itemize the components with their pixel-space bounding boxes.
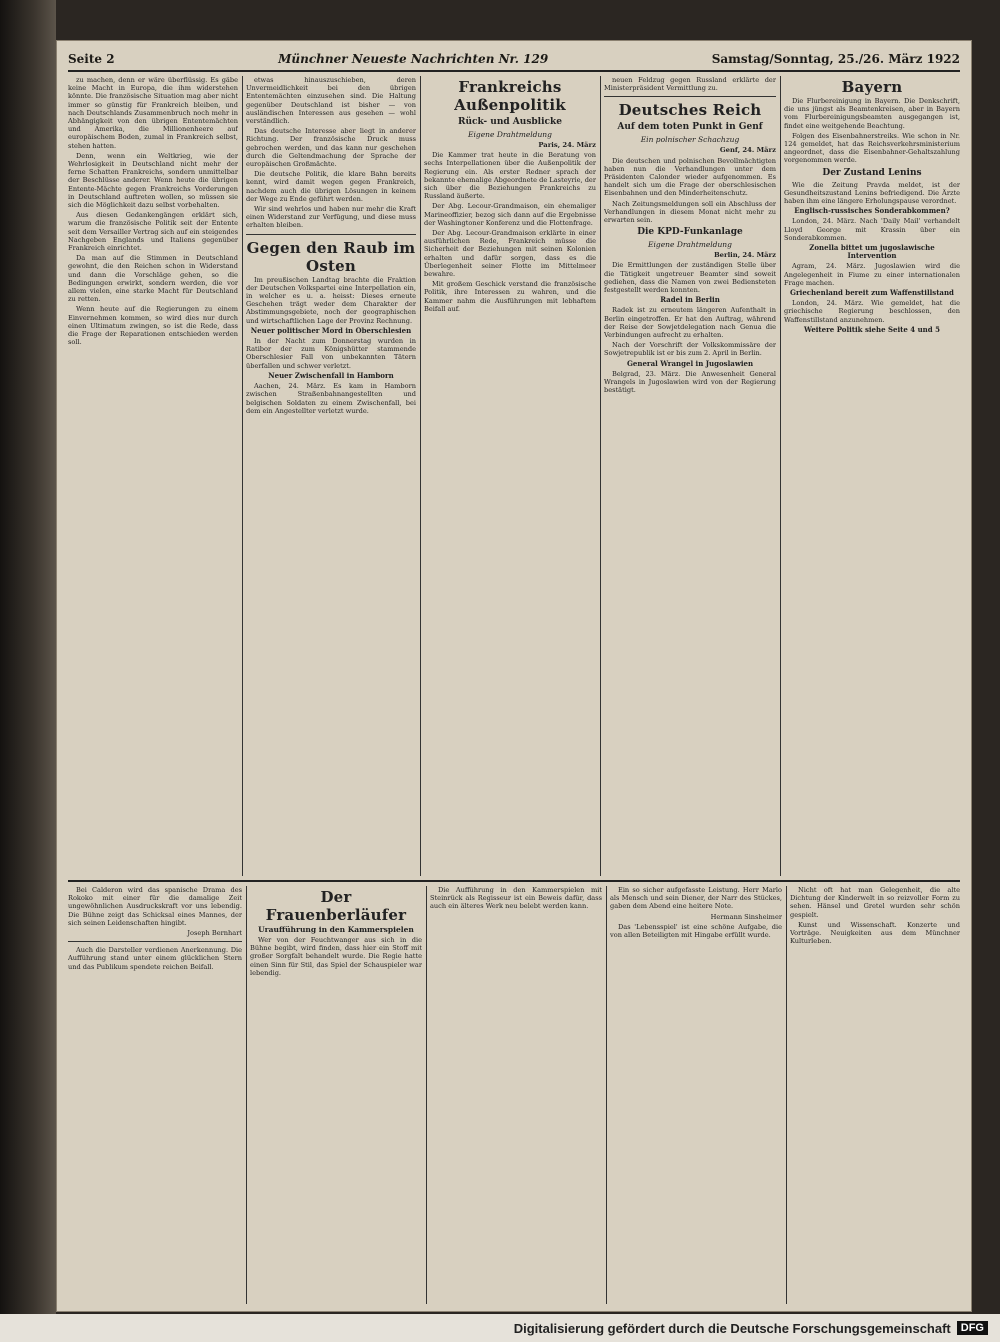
section-divider <box>246 234 416 235</box>
section-divider <box>68 941 242 942</box>
subheadline: Rück- und Ausblicke <box>458 117 562 127</box>
column-5-paragraph: London, 24. März. Wie gemeldet, hat die griechische Regierung beschlossen, den Waffenstillstand anzunehmen. <box>784 299 960 324</box>
column-2-paragraph: Aachen, 24. März. Es kam in Hamborn zwischen Straßenbahnangestellten und belgischen Soldaten zu einem Zwischenfall, bei dem ein Angestellter verletzt wurde. <box>246 382 416 415</box>
column-1-lead: zu machen, denn er wäre überflüssig. Es gäbe keine Macht in Europa, die ihm widerstehen könnte. Die französische Situation mag aber nicht immer so günstig für Frankreich bleiben, und nach Deutschlands Zusammenbruch noch mehr in Abhängigkeit von den übrigen Ententemächten und Amerika, die Millionenheere auf europäischem Boden, zumal in Frankreich selbst, stehen hatten. <box>68 76 238 150</box>
column-divider <box>420 76 421 876</box>
column-divider <box>246 886 247 1304</box>
headline-bayern: Bayern <box>841 78 903 96</box>
subhead-radek: Radel in Berlin <box>660 295 720 305</box>
column-divider <box>786 886 787 1304</box>
headline-frankreichs-aussenpolitik: Frankreichs Außenpolitik <box>454 78 566 114</box>
headline-raub-im-osten: Gegen den Raub im Osten <box>246 238 416 275</box>
section-divider <box>604 96 776 97</box>
column-2-paragraph: Das deutsche Interesse aber liegt in anderer Richtung. Der französische Druck muss gebrochen werden, und das kann nur geschehen durch die Geltendmachung der Sprache der europäischen Großmächte. <box>246 127 416 169</box>
digitization-footer <box>0 1314 1000 1342</box>
column-divider <box>426 886 427 1304</box>
subhead-oberschlesien: Neuer politischer Mord in Oberschlesien <box>250 325 412 335</box>
subhead-hamborn: Neuer Zwischenfall in Hamborn <box>268 370 394 380</box>
headline-kpd-funkanlage: Die KPD-Funkanlage <box>637 227 743 238</box>
column-5-paragraph: Folgen des Eisenbahnerstreiks. Wie schon in Nr. 124 gemeldet, hat das Reichsverkehrsministerium angeordnet, dass die Eisenbahner-Gehaltszahlung vorgenommen werde. <box>784 131 960 165</box>
feuilleton-column-4 <box>610 886 782 1304</box>
subhead-sonderabkommen: Englisch-russisches Sonderabkommen? <box>794 206 950 216</box>
feuilleton-column-3 <box>430 886 602 1304</box>
feuilleton-paragraph: Kunst und Wissenschaft. Konzerte und Vorträge. Neuigkeiten aus dem Münchner Kulturleben. <box>790 920 960 946</box>
wire-label: Eigene Drahtmeldung <box>648 240 732 250</box>
column-5-paragraph: Die Flurbereinigung in Bayern. Die Denkschrift, die uns jüngst als Beamtenkreisen, aber in Bayern vom Flurbereinigungsbeamten ausgegangen ist, findet eine weitgehende Beachtung. <box>784 97 960 130</box>
dateline: Berlin, 24. März <box>713 251 776 260</box>
column-4-paragraph: neuen Feldzug gegen Russland erklärte der Ministerpräsident Vermittlung zu. <box>604 76 776 93</box>
column-4-paragraph: Die Ermittlungen der zuständigen Stelle über die Tätigkeit ungetreuer Beamter sind soweit gediehen, dass die Namen von zwei Bediensteten festgestellt werden konnten. <box>604 261 776 295</box>
column-5-paragraph: London, 24. März. Nach 'Daily Mail' verhandelt Lloyd George mit Krassin über ein Sonderabkommen. <box>784 217 960 242</box>
subheadline: Uraufführung in den Kammerspielen <box>258 925 414 934</box>
column-4-paragraph: Nach Zeitungsmeldungen soll ein Abschluss der Verhandlungen in diesem Monat nicht mehr zu erwarten sein. <box>604 199 776 225</box>
feuilleton-paragraph: Nicht oft hat man Gelegenheit, die alte Dichtung der Kinderwelt in so reizvoller Form zu sehen. Hänsel und Gretel wurden sehr schön gespielt. <box>790 886 960 919</box>
column-2-paragraph: Die deutsche Politik, die klare Bahn bereits kennt, wird damit wegen gegen Frankreich, nachdem auch die übrigen Lösungen in keinem der Wege zu Ende geführt werden. <box>246 170 416 203</box>
feuilleton-paragraph: Auch die Darsteller verdienen Anerkennung. Die Aufführung stand unter einem glücklichen Stern und das Publikum spendete reichen Beifall. <box>68 946 242 971</box>
column-1-paragraph: Denn, wenn ein Weltkrieg, wie der Wehrlosigkeit in Deutschland nicht mehr der ferne Schatten Frankreichs, sondern unmittelbar der Beschlüsse anderer. Wenn heute die übrigen Entente-Mächte gegen Frankreichs Vorderungen in Deutschland auftreten wollen, so müssen sie sich die Möglichkeit dazu selbst vorbehalten. <box>68 151 238 210</box>
subhead-zonella: Zonella bittet um jugoslawische Intervention <box>809 243 935 261</box>
see-also-note: Weitere Politik siehe Seite 4 und 5 <box>804 324 940 334</box>
kicker: Ein polnischer Schachzug <box>640 135 740 145</box>
feuilleton-paragraph: Bei Calderon wird das spanische Drama des Rokoko mit einer für die damalige Zeit ungewöhnlichen Ausdruckskraft vor uns lebendig. Die Bühne zeigt das Schicksal eines Mannes, der sich seinen Leidenschaften hingibt. <box>68 886 242 927</box>
newspaper-page <box>56 40 972 1312</box>
column-2 <box>246 76 416 876</box>
wire-label: Eigene Drahtmeldung <box>468 130 552 139</box>
subhead-wrangel: General Wrangel in Jugoslawien <box>626 358 754 368</box>
headline-zustand-lenins: Der Zustand Lenins <box>822 167 922 178</box>
book-spine <box>0 0 56 1342</box>
column-5-paragraph: Wie die Zeitung Pravda meldet, ist der Gesundheitszustand Lenins befriedigend. Die Ärzte haben ihm eine längere Erholungspause verordnet. <box>784 180 960 206</box>
subhead-griechenland: Griechenland bereit zum Waffenstillstand <box>790 288 954 298</box>
issue-date: Samstag/Sonntag, 25./26. März 1922 <box>711 52 960 66</box>
column-divider <box>600 76 601 876</box>
column-4-paragraph: Radek ist zu erneutem längeren Aufenthalt in Berlin eingetroffen. Er hat den Auftrag, während der Reise der Sowjetdelegation nach Genua die Verbindungen aufrecht zu erhalten. <box>604 306 776 340</box>
feuilleton-divider <box>68 880 960 882</box>
author-signature: Hermann Sinsheimer <box>710 912 782 921</box>
headline-frauenberlaeufer: Der Frauenberläufer <box>265 888 407 924</box>
feuilleton-paragraph: Das 'Lebensspiel' ist eine schöne Aufgabe, die von allen Beteiligten mit Hingabe erfüllt wurde. <box>610 922 782 940</box>
subheadline: Auf dem toten Punkt in Genf <box>617 122 763 133</box>
headline-deutsches-reich: Deutsches Reich <box>618 101 762 120</box>
column-divider <box>242 76 243 876</box>
column-4-paragraph: Die deutschen und polnischen Bevollmächtigten haben nun die Verhandlungen unter dem Präsidenten Calonder wieder aufgenommen. Es handelt sich um die Frage der oberschlesischen Eisenbahnen und den Minderheitenschutz. <box>604 156 776 198</box>
column-3-paragraph: Die Kammer trat heute in die Beratung von sechs Interpellationen über die Außenpolitik der Regierung ein. Als erster Redner sprach der bekannte ehemalige Abgeordnete de Lasteyrie, der sich über die Beziehungen Frankreichs zu Russland äußerte. <box>424 151 596 201</box>
feuilleton-paragraph: Wer von der Feuchtwanger aus sich in die Bühne begibt, wird finden, dass hier ein Stoff mit großer Sorgfalt behandelt wurde. Die Regie hatte einen Sinn für Stil, das Spiel der Schauspieler war lebendig. <box>250 936 422 977</box>
column-1-paragraph: Da man auf die Stimmen in Deutschland gewohnt, die den Reichen schon in Widerstand und dann die Vorschläge gehen, so die Bedingungen erwirkt, sondern werden, die vor allem vielen, eine starke Macht für Deutschland zu retten. <box>68 254 238 304</box>
column-3 <box>424 76 596 876</box>
dateline: Paris, 24. März <box>538 141 596 149</box>
author-signature: Joseph Bernhart <box>187 929 242 938</box>
column-1 <box>68 76 238 876</box>
column-divider <box>606 886 607 1304</box>
column-1-paragraph: Wenn heute auf die Regierungen zu einem Einvernehmen kommen, so wird dies nur durch einen Ultimatum zwingen, so ist die Rede, dass die Frage der Reparationen entschieden werden soll. <box>68 305 238 347</box>
column-3-paragraph: Der Abg. Lecour-Grandmaison, ein ehemaliger Marineoffizier, bezog sich dann auf die Ergebnisse der Washingtoner Konferenz und die Flottenfrage. <box>424 202 596 227</box>
column-3-paragraph: Mit großem Geschick verstand die französische Politik, ihre Interessen zu wahren, und die Kammer nahm die Ausführungen mit lebhaftem Beifall auf. <box>424 280 596 313</box>
feuilleton-column-5 <box>790 886 960 1304</box>
column-3-paragraph: Der Abg. Lecour-Grandmaison erklärte in einer ausführlichen Rede, Frankreich müsse die Sicherheit der Beziehungen mit seinen Kolonien erhalten und dafür sorgen, dass es die Überlegenheit seiner Flotte im Mittelmeer bewahre. <box>424 229 596 279</box>
column-5 <box>784 76 960 876</box>
column-2-paragraph: Im preußischen Landtag brachte die Fraktion der Deutschen Volkspartei eine Interpellation ein, in welcher es u. a. heisst: Dieses erneute Geschehen trägt weder dem Charakter der Abstimmungsgebiete, noch der geographischen und wirtschaftlichen Lage der Provinz Rechnung. <box>246 275 416 325</box>
column-2-paragraph: etwas hinauszuschieben, deren Unvermeidlichkeit bei den übrigen Ententemächten einzusehen sind. Die Haltung gegenüber Deutschland ist bisher — von ausländischen Interessen aus gesehen — wohl verständlich. <box>246 76 416 126</box>
dateline: Genf, 24. März <box>719 146 776 155</box>
column-4-paragraph: Nach der Vorschrift der Volkskommissäre der Sowjetrepublik ist er bis zum 2. April in Berlin. <box>604 341 776 358</box>
feuilleton-column-1 <box>68 886 242 1304</box>
footer-text: Digitalisierung gefördert durch die Deutsche Forschungsgemeinschaft <box>513 1320 951 1336</box>
feuilleton-paragraph: Die Aufführung in den Kammerspielen mit Steinrück als Regisseur ist ein Beweis dafür, dass auch ein älteres Werk neu belebt werden kann. <box>430 886 602 911</box>
dfg-logo: DFG <box>957 1321 988 1335</box>
feuilleton-column-2 <box>250 886 422 1304</box>
feuilleton-paragraph: Ein so sicher aufgefasste Leistung. Herr Marlo als Mensch und sein Diener, der Narr des Stückes, gaben dem Abend eine heitere Note. <box>610 886 782 911</box>
column-divider <box>780 76 781 876</box>
column-2-paragraph: Wir sind wehrlos und haben nur mehr die Kraft einen Widerstand zur Verfügung, und diese muss erhalten bleiben. <box>246 205 416 230</box>
page-number: Seite 2 <box>68 52 115 66</box>
column-5-paragraph: Agram, 24. März. Jugoslawien wird die Angelegenheit in Fiume zu einer internationalen Frage machen. <box>784 262 960 287</box>
column-4 <box>604 76 776 876</box>
column-1-paragraph: Aus diesen Gedankengängen erklärt sich, warum die französische Politik seit der Entente seit dem Versailler Vertrag sich auf ein steigendes Nachgeben Englands und Italiens gegenüber Frankreich einrichtet. <box>68 211 238 253</box>
column-2-paragraph: In der Nacht zum Donnerstag wurden in Ratibor der zum Königshütter stammende Oberschlesier Fall von unbekannten Tätern überfallen und schwer verletzt. <box>246 337 416 370</box>
column-4-paragraph: Belgrad, 23. März. Die Anwesenheit General Wrangels in Jugoslawien wird von der Regierung bestätigt. <box>604 369 776 395</box>
masthead <box>68 48 960 72</box>
newspaper-title: Münchner Neueste Nachrichten Nr. 129 <box>278 52 549 66</box>
